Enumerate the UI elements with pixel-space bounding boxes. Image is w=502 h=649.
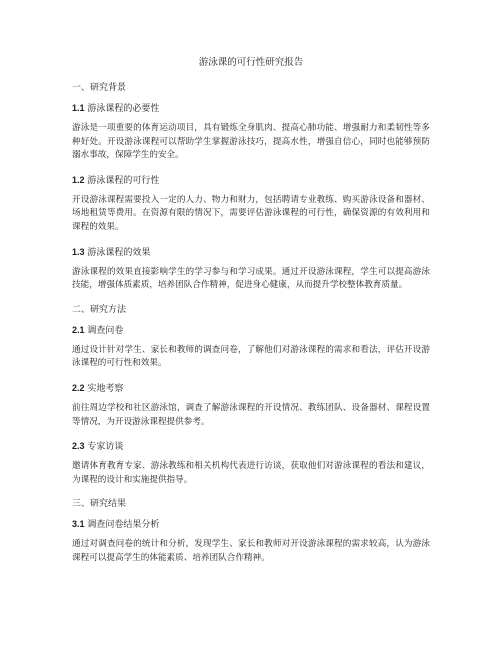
subsection-heading-2-3 (72, 440, 430, 454)
subsection-number: 2.3 (72, 441, 85, 452)
subsection-number: 2.2 (72, 382, 85, 393)
subsection-number: 1.1 (72, 103, 85, 113)
subsection-number: 1.3 (72, 246, 85, 257)
subsection-title: 调查问卷结果分析 (87, 520, 160, 531)
section-heading-2: 二、研究方法 (72, 304, 127, 315)
subsection-heading-3-1 (72, 518, 430, 532)
section-heading-3: 三、研究结果 (72, 499, 127, 510)
subsection-title: 游泳课程的可行性 (87, 175, 160, 186)
paragraph-1-1: 游泳是一项重要的体育运动项目，具有锻炼全身肌肉、提高心肺功能、增强耐力和柔韧性等多种好处。开设游泳课程可以帮助学生掌握游泳技巧，提高水性，增强自信心，同时也能够预防溺水事故，保障学生的安全。 (72, 123, 430, 161)
subsection-title: 游泳课程的必要性 (87, 104, 160, 114)
subsection-title: 游泳课程的效果 (87, 247, 151, 258)
subsection-title: 专家访谈 (87, 442, 124, 453)
paragraph-2-3: 邀请体育教育专家、游泳教练和相关机构代表进行访谈，获取他们对游泳课程的看法和建议，为课程的设计和实施提供指导。 (72, 461, 430, 485)
subsection-title: 调查问卷 (87, 325, 124, 336)
subsection-heading-1-3 (72, 246, 430, 260)
paragraph-1-3: 游泳课程的效果直接影响学生的学习参与和学习成果。通过开设游泳课程，学生可以提高游泳技能，增强体质素质，培养团队合作精神，促进身心健康，从而提升学校整体教育质量。 (72, 266, 430, 291)
subsection-heading-2-2 (72, 382, 430, 396)
subsection-number: 1.2 (72, 174, 85, 185)
subsection-number: 2.1 (72, 324, 85, 335)
paragraph-3-1: 通过对调查问卷的统计和分析，发现学生、家长和教师对开设游泳课程的需求较高，认为游泳课程可以提高学生的体能素质、培养团队合作精神。 (72, 539, 430, 563)
subsection-title: 实地考察 (87, 383, 124, 394)
subsection-heading-1-1 (72, 102, 430, 116)
paragraph-2-1: 通过设计针对学生、家长和教师的调查问卷，了解他们对游泳课程的需求和看法，评估开设游泳课程的可行性和效果。 (72, 344, 430, 369)
section-heading-1: 一、研究背景 (72, 83, 127, 93)
paragraph-2-2: 前往周边学校和社区游泳馆，调查了解游泳课程的开设情况、教练团队、设备器材、课程设置等情况，为开设游泳课程提供参考。 (72, 402, 430, 427)
subsection-number: 3.1 (72, 519, 85, 530)
paragraph-1-2: 开设游泳课程需要投入一定的人力、物力和财力，包括聘请专业教练、购买游泳设备和器材、场地租赁等费用。在资源有限的情况下，需要评估游泳课程的可行性，确保资源的有效利用和课程的效果。 (72, 194, 430, 232)
subsection-heading-2-1 (72, 324, 430, 338)
document-title: 游泳课的可行性研究报告 (198, 57, 304, 68)
subsection-heading-1-2 (72, 174, 430, 188)
